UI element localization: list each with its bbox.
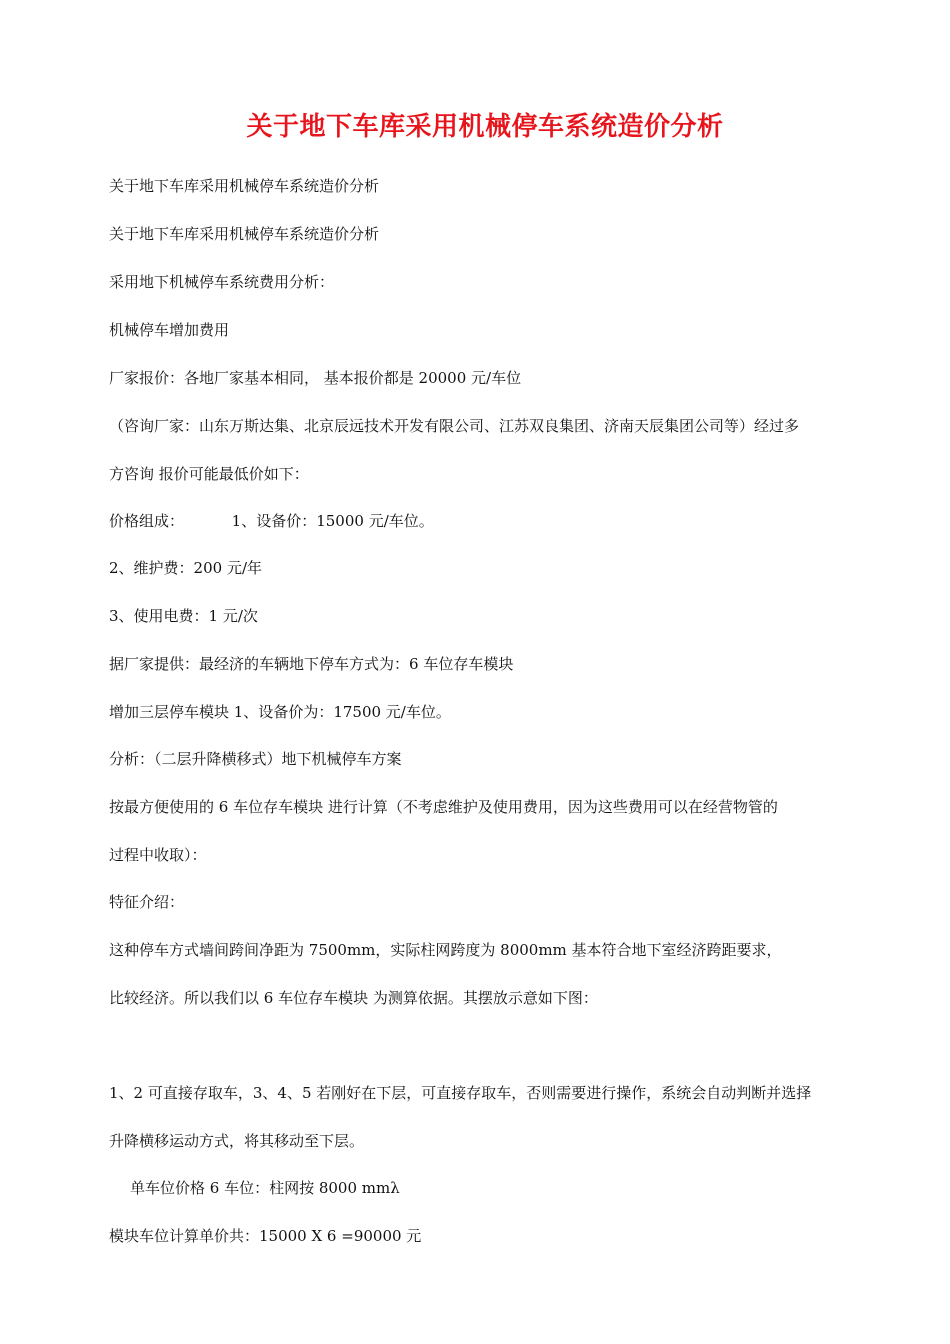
paragraph-line: 升降横移运动方式，将其移动至下层。	[109, 1132, 365, 1150]
paragraph-line: 模块车位计算单价共：15000 X 6 =90000 元	[109, 1227, 422, 1245]
paragraph-line: 这种停车方式墙间跨间净距为 7500mm，实际柱网跨度为 8000mm 基本符合地下室经济跨距要求，	[109, 941, 782, 959]
paragraph-line: 特征介绍：	[109, 893, 185, 911]
paragraph-line: 关于地下车库采用机械停车系统造价分析	[109, 177, 380, 195]
paragraph-line: 机械停车增加费用	[109, 321, 230, 339]
paragraph-line: 1、2 可直接存取车，3、4、5 若刚好在下层，可直接存取车，否则需要进行操作，系统会自动判断并选择	[109, 1084, 812, 1102]
paragraph-line: 关于地下车库采用机械停车系统造价分析	[109, 225, 380, 243]
paragraph-line: 方咨询 报价可能最低价如下：	[109, 465, 309, 483]
paragraph-line: 3、使用电费：1 元/次	[109, 607, 258, 625]
document-title: 关于地下车库采用机械停车系统造价分析	[246, 112, 724, 142]
paragraph-line: 增加三层停车模块 1、设备价为：17500 元/车位。	[109, 703, 451, 721]
paragraph-line: 2、维护费：200 元/年	[109, 559, 262, 577]
paragraph-line: 价格组成： 1、设备价：15000 元/车位。	[109, 512, 434, 530]
paragraph-line: 比较经济。所以我们以 6 车位存车模块 为测算依据。其摆放示意如下图：	[109, 989, 598, 1007]
paragraph-line: 采用地下机械停车系统费用分析：	[109, 273, 335, 291]
paragraph-line: 分析：（二层升降横移式）地下机械停车方案	[109, 750, 402, 768]
paragraph-line: 过程中收取）：	[109, 846, 207, 864]
paragraph-line: 厂家报价：各地厂家基本相同， 基本报价都是 20000 元/车位	[109, 369, 522, 387]
paragraph-line: （咨询厂家：山东万斯达集、北京辰远技术开发有限公司、江苏双良集团、济南天辰集团公司等）经过多	[109, 417, 800, 435]
paragraph-line: 据厂家提供：最经济的车辆地下停车方式为：6 车位存车模块	[109, 655, 514, 673]
paragraph-line: 按最方便使用的 6 车位存车模块 进行计算（不考虑维护及使用费用，因为这些费用可以在经营物管的	[109, 798, 778, 816]
paragraph-line: 单车位价格 6 车位：柱网按 8000 mmλ	[130, 1179, 400, 1197]
